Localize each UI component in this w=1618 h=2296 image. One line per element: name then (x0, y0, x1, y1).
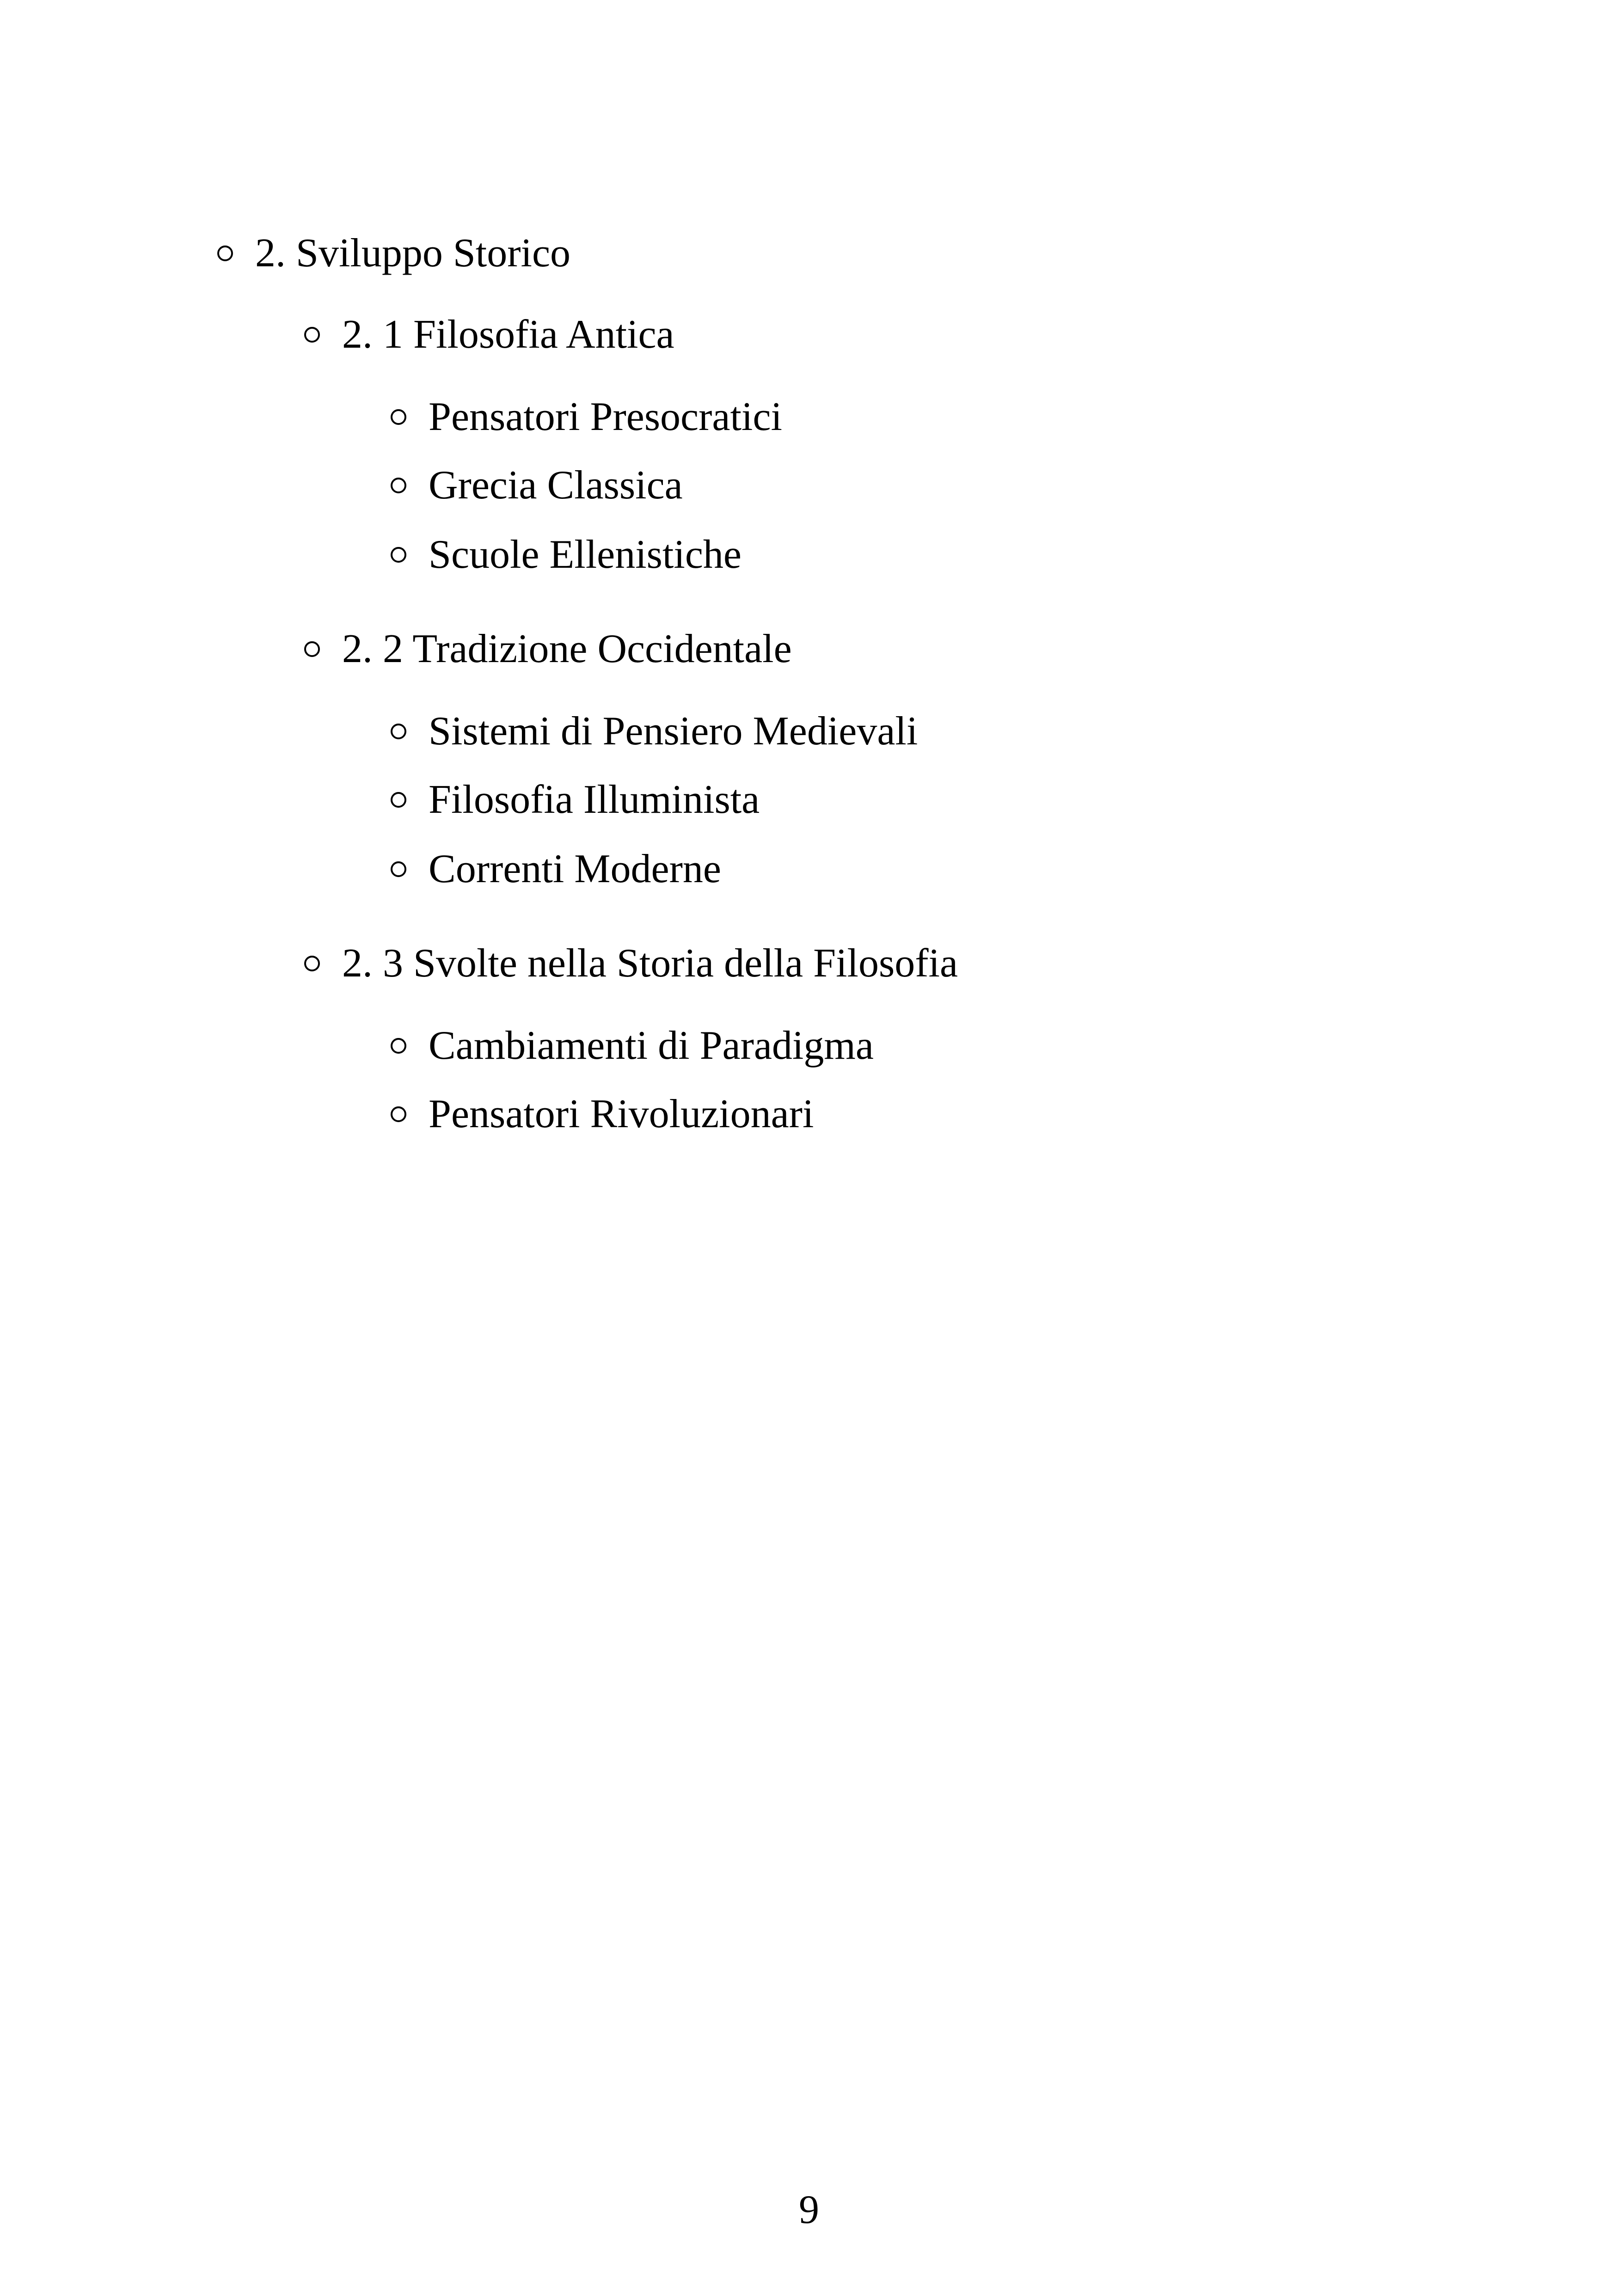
outline-subitem (391, 465, 683, 506)
outline-item-level-1 (217, 233, 570, 274)
outline-subitem-label: Scuole Ellenistiche (429, 532, 742, 577)
circle-bullet-icon (304, 956, 320, 971)
outline-subitem (391, 711, 918, 752)
outline-item-label: 2. Sviluppo Storico (255, 231, 571, 276)
circle-bullet-icon (304, 327, 320, 343)
circle-bullet-icon (217, 246, 233, 261)
circle-bullet-icon (304, 641, 320, 657)
outline-subitem (391, 1025, 874, 1066)
page-number: 9 (799, 2187, 819, 2232)
outline-section-label: 2. 3 Svolte nella Storia della Filosofia (342, 941, 958, 986)
circle-bullet-icon (391, 724, 406, 739)
outline-subitem-label: Cambiamenti di Paradigma (429, 1023, 874, 1068)
outline-subitem-label: Correnti Moderne (429, 847, 721, 891)
outline-subitem (391, 534, 742, 575)
outline-subitem-label: Pensatori Rivoluzionari (429, 1092, 814, 1136)
outline-subitem (391, 1094, 814, 1135)
outline-section-heading (304, 943, 958, 984)
outline-subitem-label: Sistemi di Pensiero Medievali (429, 709, 918, 754)
circle-bullet-icon (391, 478, 406, 493)
outline-subitem-label: Pensatori Presocratici (429, 394, 782, 439)
outline-section-heading (304, 626, 792, 671)
circle-bullet-icon (391, 547, 406, 563)
circle-bullet-icon (391, 1038, 406, 1054)
outline-subitem-label: Grecia Classica (429, 463, 683, 508)
outline-section-heading (304, 314, 674, 355)
outline-subitem (391, 849, 721, 890)
outline-subitem-label: Filosofia Illuminista (429, 777, 760, 822)
outline-subitem (391, 777, 760, 822)
circle-bullet-icon (391, 861, 406, 877)
outline-section-label: 2. 2 Tradizione Occidentale (342, 626, 792, 671)
outline-section-label: 2. 1 Filosofia Antica (342, 312, 674, 357)
circle-bullet-icon (391, 792, 406, 808)
outline-subitem (391, 394, 782, 439)
circle-bullet-icon (391, 1106, 406, 1122)
circle-bullet-icon (391, 409, 406, 425)
